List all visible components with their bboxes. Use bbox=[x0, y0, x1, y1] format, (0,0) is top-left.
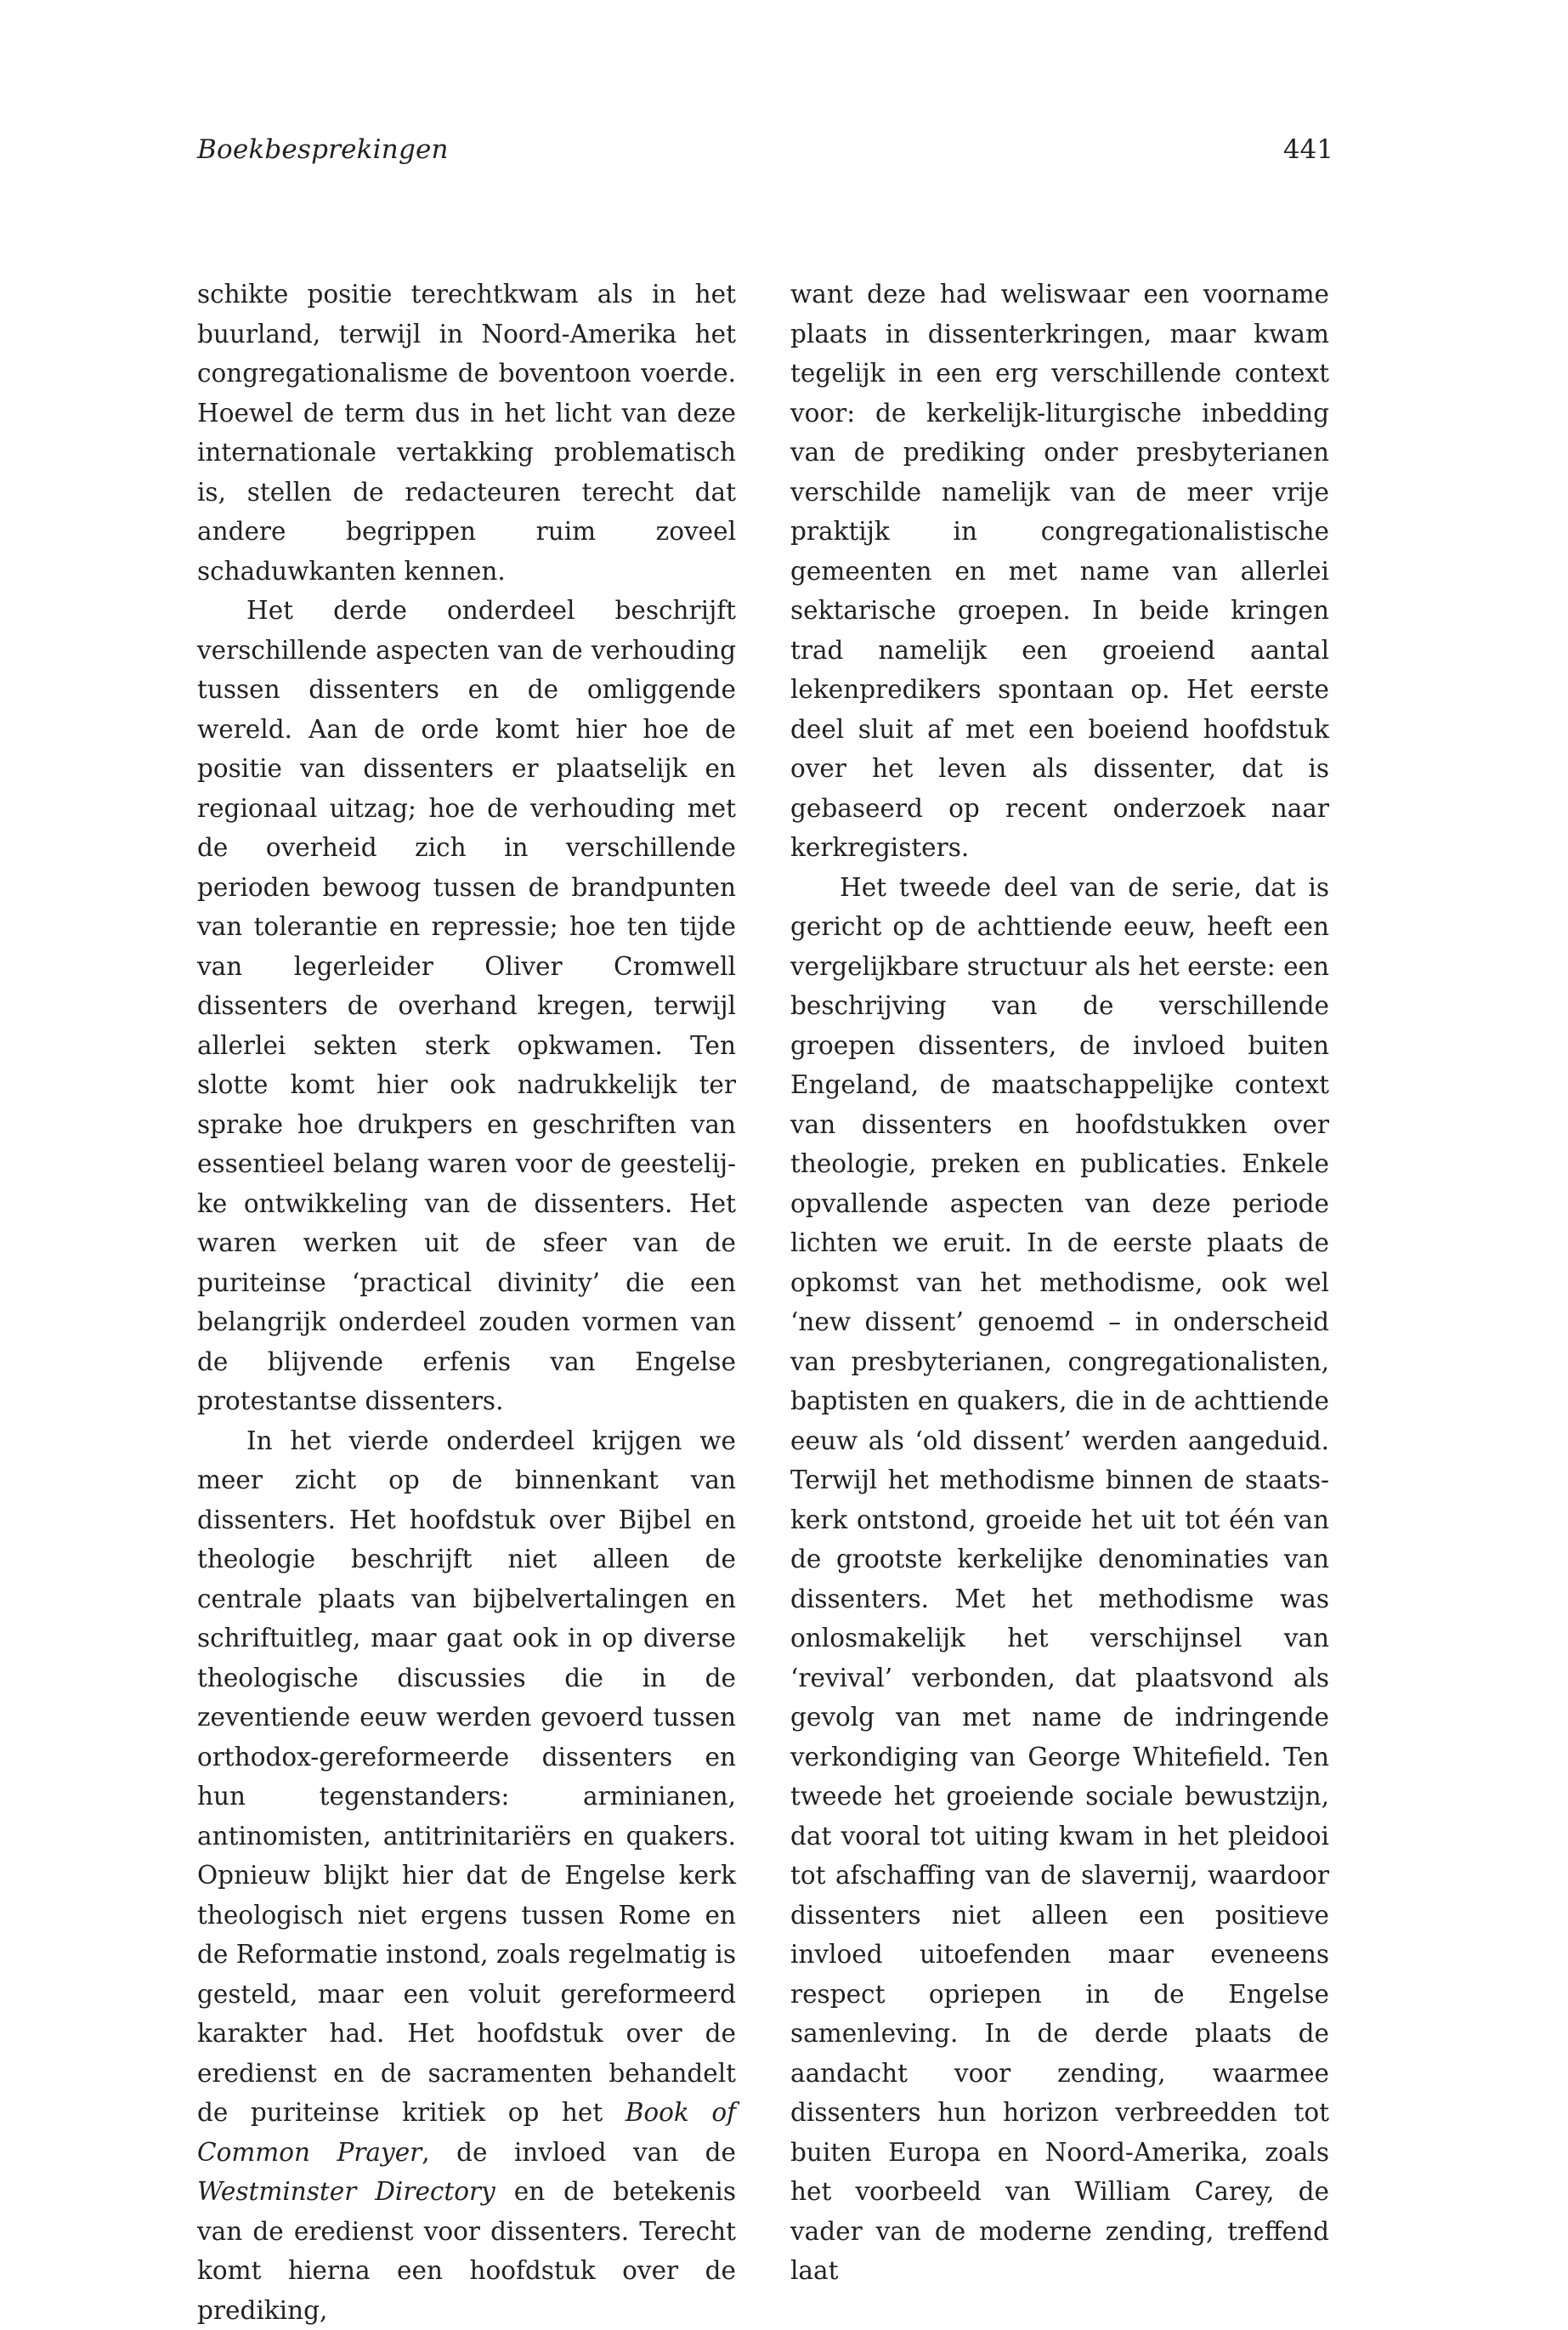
paragraph-text: In het vierde onderdeel krijgen we meer zicht op de binnenkant van dissenters. Het hoofdstuk over Bijbel en theologie beschrijft niet alleen de centrale plaats van bijbelvertalingen en schriftuitleg, maar gaat ook in op diverse theologische discussies die in de zeventiende eeuw werden gevoerd tussen orthodox-gereformeerde dissenters en hun tegenstanders: arminianen, antinomisten, antitrinitariërs en quakers. Opnieuw blijkt hier dat de Engelse kerk theologisch niet ergens tussen Rome en de Reformatie instond, zoals regelmatig is gesteld, maar een voluit gereformeerd karakter had. Het hoofdstuk over de eredienst en de sacramenten behandelt de puriteinse kritiek op het bbox=[197, 1426, 736, 2128]
right-column bbox=[790, 275, 1329, 2291]
running-head: Boekbesprekingen bbox=[197, 134, 449, 165]
paragraph-text: , de invloed van de bbox=[422, 2138, 736, 2167]
paragraph-continuation: schikte positie terechtkwam als in het buurland, terwijl in Noord-Amerika het congregationalisme de boventoon voerde. Hoewel de term dus in het licht van deze internationale vertakking problematisch is, stellen de redacteuren terecht dat andere begrippen ruim zoveel schaduwkanten kennen. bbox=[197, 275, 736, 591]
left-column bbox=[197, 275, 736, 2330]
page-number: 441 bbox=[1283, 134, 1333, 165]
paragraph-second-volume: Het tweede deel van de serie, dat is gericht op de achttiende eeuw, heeft een vergelijkbare structuur als het eerste: een beschrijving van de verschillende groepen dissenters, de invloed buiten Engeland, de maatschappelijke context van dissenters en hoofdstukken over theologie, preken en publicaties. Enkele opvallende aspecten van deze periode lichten we eruit. In de eerste plaats de opkomst van het methodisme, ook wel ‘new dissent’ genoemd – in onderscheid van presbyterianen, congregationalisten, baptisten en quakers, die in de achttiende eeuw als ‘old dissent’ werden aangeduid. Terwijl het methodisme binnen de staatskerk ontstond, groeide het uit tot één van de grootste kerkelijke denominaties van dissenters. Met het methodisme was onlosmakelijk het verschijnsel van ‘revival’ verbonden, dat plaatsvond als gevolg van met name de indringende verkondiging van George Whitefield. Ten tweede het groeiende sociale bewustzijn, dat vooral tot uiting kwam in het pleidooi tot afschaffing van de slavernij, waardoor dissenters niet alleen een positieve invloed uitoefenden maar eveneens respect opriepen in de Engelse samenleving. In de derde plaats de aandacht voor zending, waarmee dissenters hun horizon verbreedden tot buiten Europa en Noord-Amerika, zoals het voorbeeld van William Carey, de vader van de moderne zending, treffend laat bbox=[790, 868, 1329, 2291]
book-title-common-prayer: Book of Common Prayer bbox=[197, 2098, 736, 2167]
paragraph-fourth-part bbox=[197, 1421, 736, 2330]
paragraph-preaching: want deze had weliswaar een voorname plaats in dissenterkringen, maar kwam tegelijk in een erg verschillende context voor: de kerkelijk-liturgische inbedding van de prediking onder presbyterianen verschilde namelijk van de meer vrije praktijk in congregationalistische gemeenten en met name van allerlei sektarische groepen. In beide kringen trad namelijk een groeiend aantal lekenpredikers spontaan op. Het eerste deel sluit af met een boeiend hoofdstuk over het leven als dissenter, dat is gebaseerd op recent onderzoek naar kerkregisters. bbox=[790, 275, 1329, 868]
book-title-westminster-directory: Westminster Directory bbox=[197, 2177, 495, 2206]
paragraph-third-part: Het derde onderdeel beschrijft verschillende aspecten van de verhouding tussen dissenters en de omliggende wereld. Aan de orde komt hier hoe de positie van dissenters er plaatselijk en regionaal uitzag; hoe de verhouding met de overheid zich in verschillende perioden bewoog tussen de brandpunten van tolerantie en repressie; hoe ten tijde van legerleider Oliver Cromwell dissenters de overhand kregen, terwijl allerlei sekten sterk opkwamen. Ten slotte komt hier ook nadrukkelijk ter sprake hoe drukpers en geschriften van essentieel belang waren voor de geestelijke ontwikkeling van de dissenters. Het waren werken uit de sfeer van de puriteinse ‘practical divinity’ die een belangrijk onderdeel zouden vormen van de blijvende erfenis van Engelse protestantse dissenters. bbox=[197, 591, 736, 1421]
paragraph-text: en de betekenis van de eredienst voor dissenters. Terecht komt hierna een hoofdstuk over de prediking, bbox=[197, 2177, 736, 2325]
